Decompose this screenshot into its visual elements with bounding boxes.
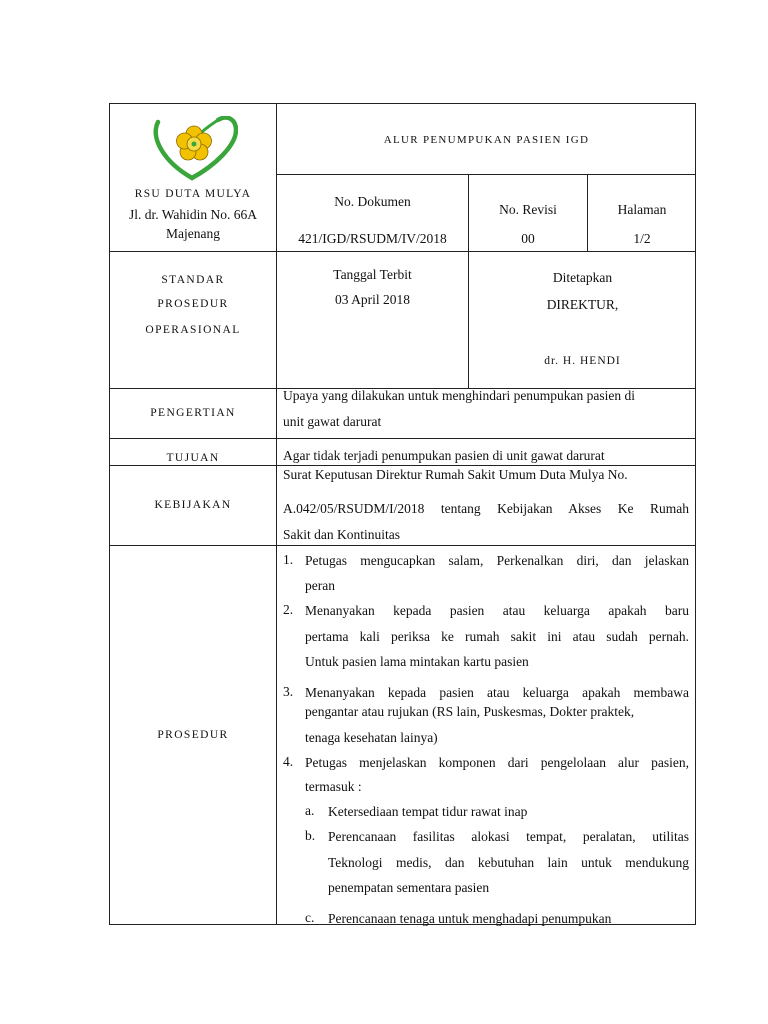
org-address-2: Majenang: [166, 226, 220, 241]
prosedur-subitem-letter: c.: [305, 910, 315, 925]
divider-title: [276, 174, 696, 175]
pengertian-line-1: Upaya yang dilakukan untuk menghindari penumpukan pasien di: [283, 388, 636, 403]
prosedur-subitem-letter: b.: [305, 828, 316, 843]
divider-kebijakan-bottom: [109, 545, 696, 546]
prosedur-subitem-line: Ketersediaan tempat tidur rawat inap: [328, 804, 528, 819]
prosedur-item-number: 4.: [283, 754, 294, 769]
prosedur-label: PROSEDUR: [157, 729, 229, 741]
sop-label-3: OPERASIONAL: [145, 324, 241, 336]
prosedur-item-line: Untuk pasien lama mintakan kartu pasien: [305, 654, 529, 669]
prosedur-subitem-line: Teknologi medis, dan kebutuhan lain untuk mendukung: [328, 855, 689, 870]
sop-label-1: STANDAR: [161, 274, 225, 286]
kebijakan-line-3: Sakit dan Kontinuitas: [283, 527, 400, 542]
no-revisi-value: 00: [521, 231, 535, 246]
prosedur-item-line: Petugas menjelaskan komponen dari pengelolaan alur pasien,: [305, 755, 689, 770]
sop-label-2: PROSEDUR: [157, 298, 229, 310]
ditetapkan-by: DIREKTUR,: [546, 297, 619, 312]
tujuan-text: Agar tidak terjadi penumpukan pasien di unit gawat darurat: [283, 448, 605, 463]
prosedur-item-number: 1.: [283, 552, 294, 567]
pengertian-label: PENGERTIAN: [150, 407, 236, 419]
director-name: dr. H. HENDI: [544, 355, 621, 367]
prosedur-item-line: tenaga kesehatan lainya): [305, 730, 438, 745]
no-dokumen-label: No. Dokumen: [334, 194, 411, 209]
no-revisi-label: No. Revisi: [499, 202, 557, 217]
prosedur-item-line: peran: [305, 578, 335, 593]
kebijakan-line-1: Surat Keputusan Direktur Rumah Sakit Umum Duta Mulya No.: [283, 467, 628, 482]
no-dokumen-value: 421/IGD/RSUDM/IV/2018: [298, 231, 447, 246]
tanggal-terbit-value: 03 April 2018: [334, 292, 410, 307]
divider-header-bottom: [109, 251, 696, 252]
halaman-label: Halaman: [617, 202, 667, 217]
pengertian-line-2: unit gawat darurat: [283, 414, 382, 429]
halaman-value: 1/2: [633, 231, 651, 246]
prosedur-subitem-line: Perencanaan fasilitas alokasi tempat, peralatan, utilitas: [328, 829, 689, 844]
org-name: RSU DUTA MULYA: [134, 188, 252, 200]
tanggal-terbit-label: Tanggal Terbit: [333, 267, 412, 282]
divider-pengertian-bottom: [109, 438, 696, 439]
divider-vertical-main: [276, 103, 277, 925]
prosedur-item-line: pertama kali periksa ke rumah sakit ini atau sudah pernah.: [305, 629, 689, 644]
prosedur-subitem-letter: a.: [305, 803, 315, 818]
kebijakan-line-2: A.042/05/RSUDM/I/2018 tentang Kebijakan Akses Ke Rumah: [283, 501, 689, 516]
hospital-logo-icon: [152, 116, 238, 182]
prosedur-subitem-line: Perencanaan tenaga untuk menghadapi penumpukan: [328, 911, 612, 926]
prosedur-item-number: 2.: [283, 602, 294, 617]
kebijakan-label: KEBIJAKAN: [154, 499, 232, 511]
org-address-1: Jl. dr. Wahidin No. 66A: [128, 207, 258, 222]
ditetapkan-label: Ditetapkan: [552, 270, 613, 285]
prosedur-item-line: termasuk :: [305, 779, 362, 794]
prosedur-subitem-line: penempatan sementara pasien: [328, 880, 490, 895]
prosedur-item-number: 3.: [283, 684, 294, 699]
prosedur-item-line: pengantar atau rujukan (RS lain, Puskesmas, Dokter praktek,: [305, 704, 635, 719]
prosedur-item-line: Petugas mengucapkan salam, Perkenalkan diri, dan jelaskan: [305, 553, 689, 568]
document-title: ALUR PENUMPUKAN PASIEN IGD: [383, 134, 590, 146]
tujuan-label: TUJUAN: [166, 452, 220, 464]
prosedur-item-line: Menanyakan kepada pasien atau keluarga apakah membawa: [305, 685, 689, 700]
prosedur-item-line: Menanyakan kepada pasien atau keluarga apakah baru: [305, 603, 689, 618]
